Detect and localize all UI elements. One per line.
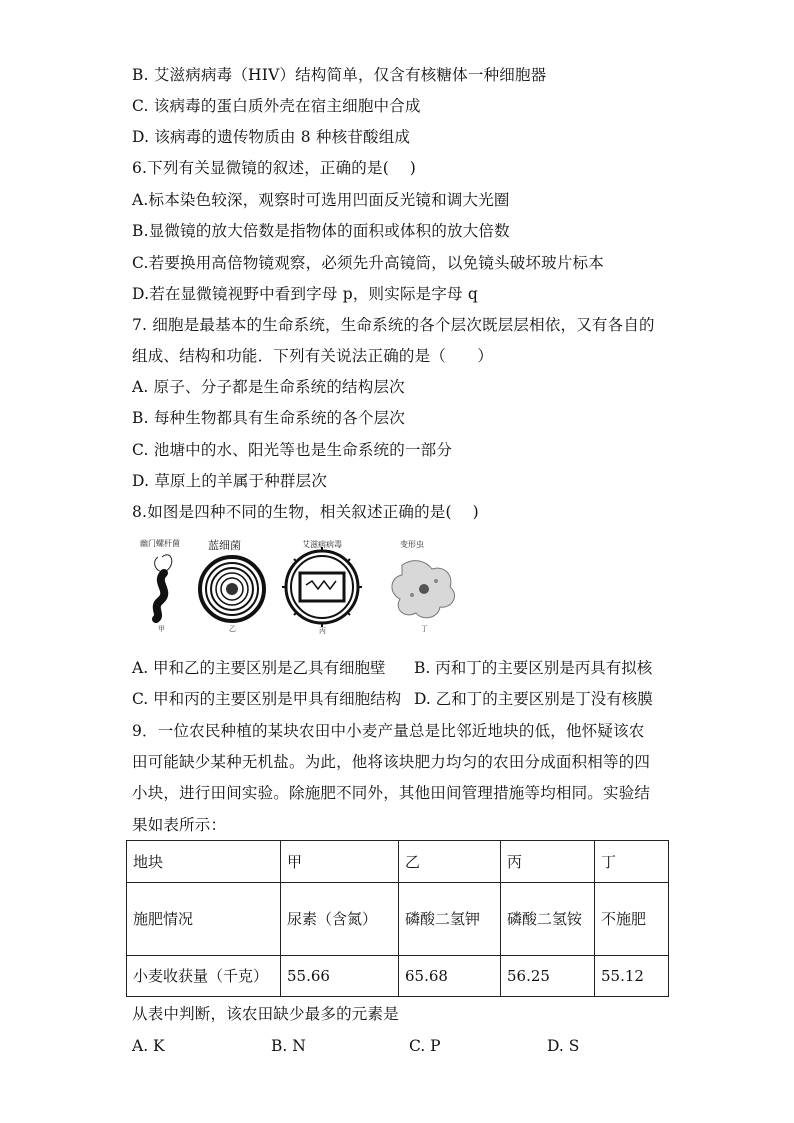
- q6-option-c: C.若要换用高倍物镜观察，必须先升高镜筒，以免镜头破坏玻片标本: [132, 254, 604, 272]
- label-amoeba: 变形虫: [400, 540, 424, 549]
- table-row: [127, 956, 669, 997]
- experiment-table: [126, 840, 669, 997]
- q9-stem-line1: 9．一位农民种植的某块农田中小麦产量总是比邻近地块的低，他怀疑该农: [132, 722, 645, 740]
- label-yi: 乙: [229, 625, 236, 633]
- q8-option-c: C. 甲和丙的主要区别是甲具有细胞结构: [132, 690, 402, 708]
- table-cell: 丙: [501, 841, 595, 883]
- table-cell: 65.68: [399, 956, 501, 997]
- four-organisms-figure: [132, 535, 482, 635]
- table-cell: 56.25: [501, 956, 595, 997]
- q6-stem: 6.下列有关显微镜的叙述，正确的是( ): [132, 159, 417, 177]
- table-cell: 丁: [595, 841, 669, 883]
- q6-option-d: D.若在显微镜视野中看到字母 p，则实际是字母 q: [132, 285, 479, 303]
- q9-stem-line3: 小块，进行田间实验。除施肥不同外，其他田间管理措施等均相同。实验结: [132, 784, 651, 802]
- label-bing: 丙: [319, 627, 326, 635]
- q9-option-b: B. N: [271, 1037, 306, 1055]
- q7-option-c: C. 池塘中的水、阳光等也是生命系统的一部分: [132, 441, 453, 459]
- q9-question: 从表中判断，该农田缺少最多的元素是: [132, 1005, 399, 1023]
- amoeba-icon: [392, 561, 455, 618]
- q9-stem-line2: 田可能缺少某种无机盐。为此，他将该块肥力均匀的农田分成面积相等的四: [132, 753, 651, 771]
- table-cell: 磷酸二氢钾: [399, 883, 501, 956]
- q8-option-d: D. 乙和丁的主要区别是丁没有核膜: [414, 690, 653, 708]
- table-cell: 尿素（含氮）: [281, 883, 399, 956]
- label-hiv: 艾滋病病毒: [302, 540, 342, 549]
- q8-option-b: B. 丙和丁的主要区别是丙具有拟核: [414, 659, 653, 677]
- q8-option-a: A. 甲和乙的主要区别是乙具有细胞壁: [132, 659, 386, 677]
- label-helicobacter: 幽门螺杆菌: [140, 539, 180, 548]
- table-cell: 小麦收获量（千克）: [127, 956, 281, 997]
- q9-stem-line4: 果如表所示：: [132, 816, 227, 834]
- table-row: [127, 841, 669, 883]
- q7-option-b: B. 每种生物都具有生命系统的各个层次: [132, 409, 406, 427]
- table-row: [127, 883, 669, 956]
- q9-option-d: D. S: [547, 1037, 580, 1055]
- q9-option-c: C. P: [409, 1037, 441, 1055]
- q8-stem: 8.如图是四种不同的生物，相关叙述正确的是( ): [132, 503, 479, 521]
- q5-option-c: C. 该病毒的蛋白质外壳在宿主细胞中合成: [132, 97, 421, 115]
- q7-option-a: A. 原子、分子都是生命系统的结构层次: [132, 378, 405, 396]
- q7-stem-line2: 组成、结构和功能．下列有关说法正确的是（ ）: [132, 347, 494, 365]
- q7-option-d: D. 草原上的羊属于种群层次: [132, 472, 328, 490]
- flagella-icon: [162, 555, 172, 571]
- hiv-icon: [282, 547, 362, 627]
- label-ding: 丁: [421, 625, 428, 633]
- cyanobacteria-icon: [200, 557, 264, 621]
- table-cell: 磷酸二氢铵: [501, 883, 595, 956]
- q9-option-a: A. K: [132, 1037, 165, 1055]
- q5-option-d: D. 该病毒的遗传物质由 8 种核苷酸组成: [132, 128, 411, 146]
- table-cell: 施肥情况: [127, 883, 281, 956]
- table-cell: 不施肥: [595, 883, 669, 956]
- label-jia: 甲: [158, 625, 165, 633]
- table-cell: 甲: [281, 841, 399, 883]
- label-cyanobacteria: 蓝细菌: [208, 539, 241, 552]
- table-cell: 55.66: [281, 956, 399, 997]
- q6-option-b: B.显微镜的放大倍数是指物体的面积或体积的放大倍数: [132, 222, 510, 240]
- q7-stem-line1: 7. 细胞是最基本的生命系统，生命系统的各个层次既层层相依，又有各自的: [132, 316, 655, 334]
- table-cell: 地块: [127, 841, 281, 883]
- table-cell: 乙: [399, 841, 501, 883]
- q6-option-a: A.标本染色较深，观察时可选用凹面反光镜和调大光圈: [132, 191, 510, 209]
- q5-option-b: B. 艾滋病病毒（HIV）结构简单，仅含有核糖体一种细胞器: [132, 66, 547, 84]
- table-cell: 55.12: [595, 956, 669, 997]
- helicobacter-icon: [156, 573, 164, 619]
